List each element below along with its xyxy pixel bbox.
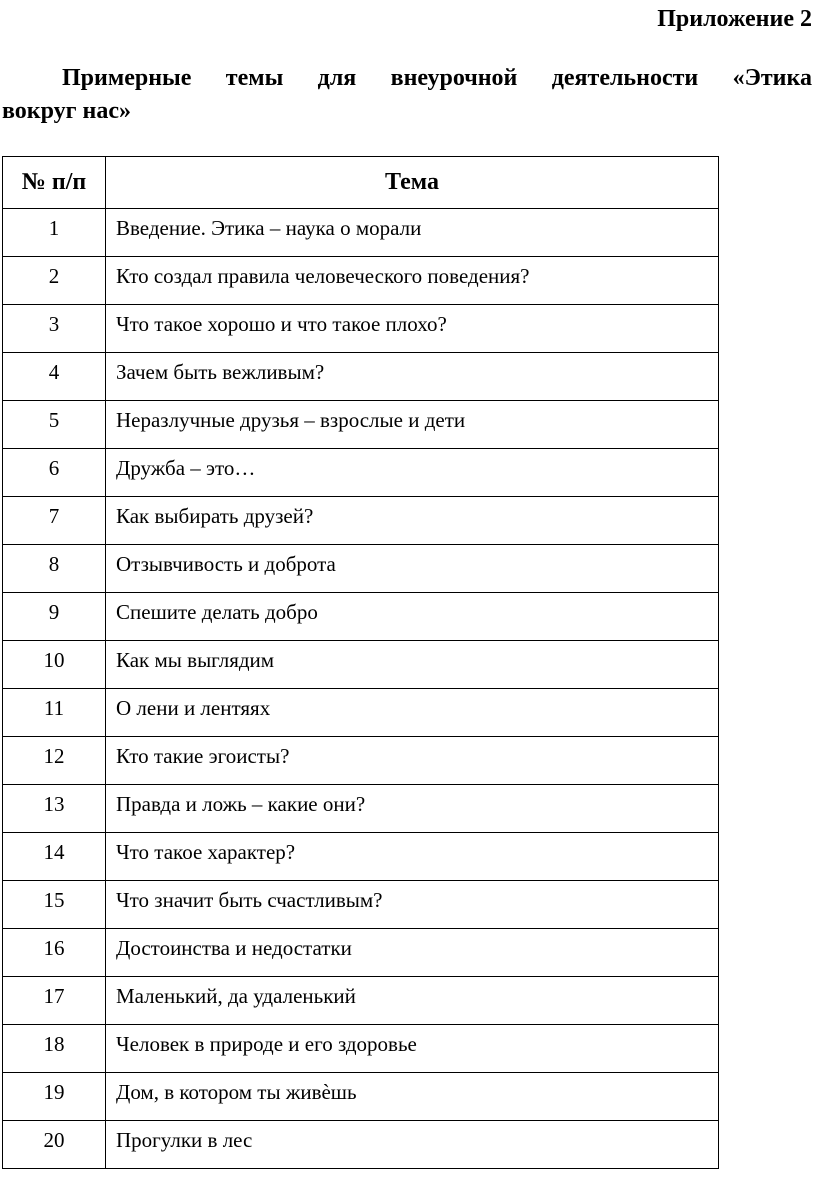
row-topic: Достоинства и недостатки	[106, 929, 719, 977]
row-number: 15	[3, 881, 106, 929]
title-word: темы	[225, 65, 284, 91]
row-number: 12	[3, 737, 106, 785]
table-row	[3, 689, 719, 737]
row-topic: Введение. Этика – наука о морали	[106, 209, 719, 257]
title-word: Примерные	[62, 65, 192, 91]
row-number: 7	[3, 497, 106, 545]
table-row	[3, 833, 719, 881]
table-row	[3, 257, 719, 305]
table-header-row	[3, 157, 719, 209]
row-number: 1	[3, 209, 106, 257]
row-topic: Спешите делать добро	[106, 593, 719, 641]
header-topic: Тема	[106, 157, 719, 209]
table-row	[3, 785, 719, 833]
row-topic: Зачем быть вежливым?	[106, 353, 719, 401]
row-number: 18	[3, 1025, 106, 1073]
table-row	[3, 545, 719, 593]
row-topic: Что такое характер?	[106, 833, 719, 881]
table-row	[3, 1025, 719, 1073]
row-topic: Дом, в котором ты живѐшь	[106, 1073, 719, 1121]
row-number: 2	[3, 257, 106, 305]
row-topic: Дружба – это…	[106, 449, 719, 497]
table-row	[3, 881, 719, 929]
topics-table	[2, 156, 719, 1169]
row-topic: Правда и ложь – какие они?	[106, 785, 719, 833]
table-row	[3, 977, 719, 1025]
title-word: деятельности	[551, 65, 699, 91]
row-number: 4	[3, 353, 106, 401]
table-row	[3, 353, 719, 401]
row-number: 3	[3, 305, 106, 353]
row-topic: Маленький, да удаленький	[106, 977, 719, 1025]
appendix-label: Приложение 2	[657, 6, 812, 32]
row-topic: Человек в природе и его здоровье	[106, 1025, 719, 1073]
title-word: внеурочной	[390, 65, 518, 91]
table-row	[3, 737, 719, 785]
row-topic: Прогулки в лес	[106, 1121, 719, 1169]
row-number: 8	[3, 545, 106, 593]
table-row	[3, 449, 719, 497]
row-topic: Как мы выглядим	[106, 641, 719, 689]
row-number: 6	[3, 449, 106, 497]
document-title	[2, 62, 812, 128]
table-row	[3, 1073, 719, 1121]
title-word: для	[317, 65, 357, 91]
row-number: 17	[3, 977, 106, 1025]
title-line-2: вокруг нас»	[2, 98, 132, 124]
row-topic: Что значит быть счастливым?	[106, 881, 719, 929]
row-topic: Что такое хорошо и что такое плохо?	[106, 305, 719, 353]
row-number: 13	[3, 785, 106, 833]
row-topic: Кто создал правила человеческого поведения?	[106, 257, 719, 305]
table-row	[3, 641, 719, 689]
row-topic: Как выбирать друзей?	[106, 497, 719, 545]
row-topic: Отзывчивость и доброта	[106, 545, 719, 593]
table-row	[3, 1121, 719, 1169]
row-topic: Кто такие эгоисты?	[106, 737, 719, 785]
row-number: 10	[3, 641, 106, 689]
table-row	[3, 593, 719, 641]
table-row	[3, 401, 719, 449]
row-number: 19	[3, 1073, 106, 1121]
row-number: 20	[3, 1121, 106, 1169]
row-number: 11	[3, 689, 106, 737]
header-number: № п/п	[3, 157, 106, 209]
row-number: 5	[3, 401, 106, 449]
row-number: 16	[3, 929, 106, 977]
title-word: «Этика	[732, 65, 812, 91]
table-row	[3, 929, 719, 977]
row-topic: О лени и лентяях	[106, 689, 719, 737]
table-row	[3, 497, 719, 545]
table-row	[3, 209, 719, 257]
row-number: 14	[3, 833, 106, 881]
title-line-1	[2, 62, 812, 95]
row-number: 9	[3, 593, 106, 641]
table-body	[3, 209, 719, 1169]
table-row	[3, 305, 719, 353]
row-topic: Неразлучные друзья – взрослые и дети	[106, 401, 719, 449]
